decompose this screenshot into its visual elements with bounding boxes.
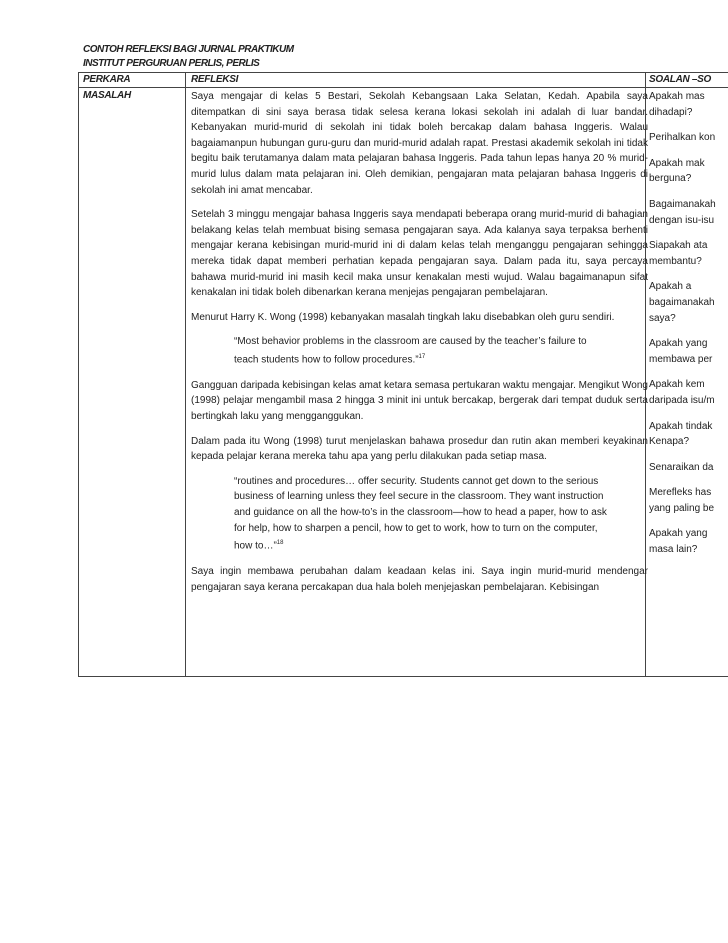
footnote-marker: 18 (276, 540, 284, 547)
question-line: Apakah a (649, 281, 692, 293)
quote-text: “Most behavior problems in the classroom are caused by the teacher’s failure to teach students how to follow procedures.” (234, 336, 587, 366)
question-line: membawa per (649, 353, 713, 365)
question-item (649, 460, 728, 476)
question-item (649, 197, 728, 228)
document-title: CONTOH REFLEKSI BAGI JURNAL PRAKTIKUM (83, 44, 294, 55)
question-line: berguna? (649, 173, 692, 185)
question-line: Apakah yang (649, 338, 708, 350)
row-label-masalah: MASALAH (83, 90, 131, 101)
question-line: Perihalkan kon (649, 132, 716, 144)
quote-text: “routines and procedures… offer security. Students cannot get down to the serious business of learning unless they feel secure in the classroom. They want instruction and guidance on all the how-to’s in the classroom—how to head a paper, how to ask for help, how to sharpen a pencil, how to get to work, how to turn on the computer, how to…” (234, 475, 607, 552)
question-line: Senaraikan da (649, 461, 714, 473)
question-item (649, 89, 728, 120)
question-line: Apakah yang (649, 528, 708, 540)
table-left-border (78, 72, 79, 677)
question-item (649, 156, 728, 187)
question-line: Apakah kem (649, 379, 705, 391)
questions-column (649, 89, 728, 568)
reflection-paragraph: Saya ingin membawa perubahan dalam keadaan kelas ini. Saya ingin murid-murid mendengar pengajaran saya kerana percakapan dua hala boleh menjejaskan pembelajaran. Kebisingan (191, 566, 648, 593)
question-item (649, 419, 728, 450)
quote-block (234, 474, 609, 554)
question-line: dengan isu-isu (649, 214, 715, 226)
question-line: Bagaimanakah (649, 198, 716, 210)
header-perkara: PERKARA (83, 74, 131, 85)
question-item (649, 130, 728, 146)
question-line: Kenapa? (649, 436, 690, 448)
reflection-paragraph: Dalam pada itu Wong (1998) turut menjelaskan bahawa prosedur dan rutin akan memberi keyakinan kepada pelajar kerana mereka tahu apa yang perlu dilakukan pada setiap masa. (191, 435, 648, 463)
question-item (649, 336, 728, 367)
question-line: saya? (649, 312, 676, 324)
reflection-paragraph: Gangguan daripada kebisingan kelas amat ketara semasa pertukaran waktu mengajar. Mengikut Wong (1998) pelajar mengambil masa 2 hingga 3 minit ini untuk bercakap, bergerak dari tempat duduk serta bertingkah laku yang mengganggukan. (191, 379, 648, 423)
header-refleksi: REFLEKSI (191, 74, 239, 85)
question-item (649, 526, 728, 557)
reflection-paragraph: Saya mengajar di kelas 5 Bestari, Sekolah Kebangsaan Laka Selatan, Kedah. Apabila saya ditempatkan di sini saya berasa tidak selesa kerana lokasi sekolah ini adalah di luar bandar. Kebanyakan murid-murid di sekolah ini tidak boleh bercakap dalam bahasa Inggeris. Walau bagaiamanpun hubungan guru-guru dan murid-murid adalah rapat. Prestasi akademik sekolah ini tidak begitu baik terutamanya dalam mata pelajaran bahasa Inggeris. Pada tahun lepas hanya 20 % murid-murid lulus dalam mata pelajaran ini. Oleh demikian, pengajaran mata pelajaran bahasa Inggeris di sekolah ini amat mencabar. (191, 91, 648, 196)
question-line: Apakah mak (649, 157, 705, 169)
reflection-paragraph: Menurut Harry K. Wong (1998) kebanyakan masalah tingkah laku disebabkan oleh guru sendiri. (191, 311, 615, 323)
column-divider-1 (185, 72, 186, 677)
quote-block (234, 334, 609, 368)
question-item (649, 279, 728, 326)
header-bottom-border (78, 87, 728, 88)
question-line: masa lain? (649, 544, 698, 556)
question-line: dihadapi? (649, 106, 693, 118)
footnote-marker: 17 (418, 353, 426, 360)
question-item (649, 377, 728, 408)
question-line: Apakah mas (649, 91, 705, 102)
question-line: bagaimanakah (649, 296, 715, 308)
table-bottom-border (78, 676, 728, 677)
question-line: Merefleks has (649, 487, 712, 499)
reflection-paragraph: Setelah 3 minggu mengajar bahasa Inggeris saya mendapati beberapa orang murid-murid di bahagian belakang kelas telah membuat bising semasa pengajaran saya. Ada kalanya saya terpaksa berhenti mengajar kerana kebisingan murid-murid ini di dalam kelas telah menganggu pengajaran sehingga mereka tidak dapat memberi perhatian kepada pengajaran saya. Dalam pada itu, saya percaya bahawa murid-murid ini masih kecil maka unsur kenakalan mesti wujud. Walau bagaimanapun sifat kenakalan ini tidak boleh dibenarkan kerana menjejas pengajaran pembelajaran. (191, 209, 648, 299)
institution-name: INSTITUT PERGURUAN PERLIS, PERLIS (83, 58, 260, 69)
question-line: Apakah tindak (649, 420, 713, 432)
question-line: Siapakah ata (649, 240, 708, 252)
question-line: yang paling be (649, 502, 715, 514)
question-item (649, 485, 728, 516)
reflection-column (191, 89, 648, 604)
header-soalan: SOALAN –SO (649, 74, 712, 85)
question-line: membantu? (649, 255, 702, 267)
table-top-border (78, 72, 728, 73)
question-line: daripada isu/m (649, 394, 715, 406)
question-item (649, 238, 728, 269)
